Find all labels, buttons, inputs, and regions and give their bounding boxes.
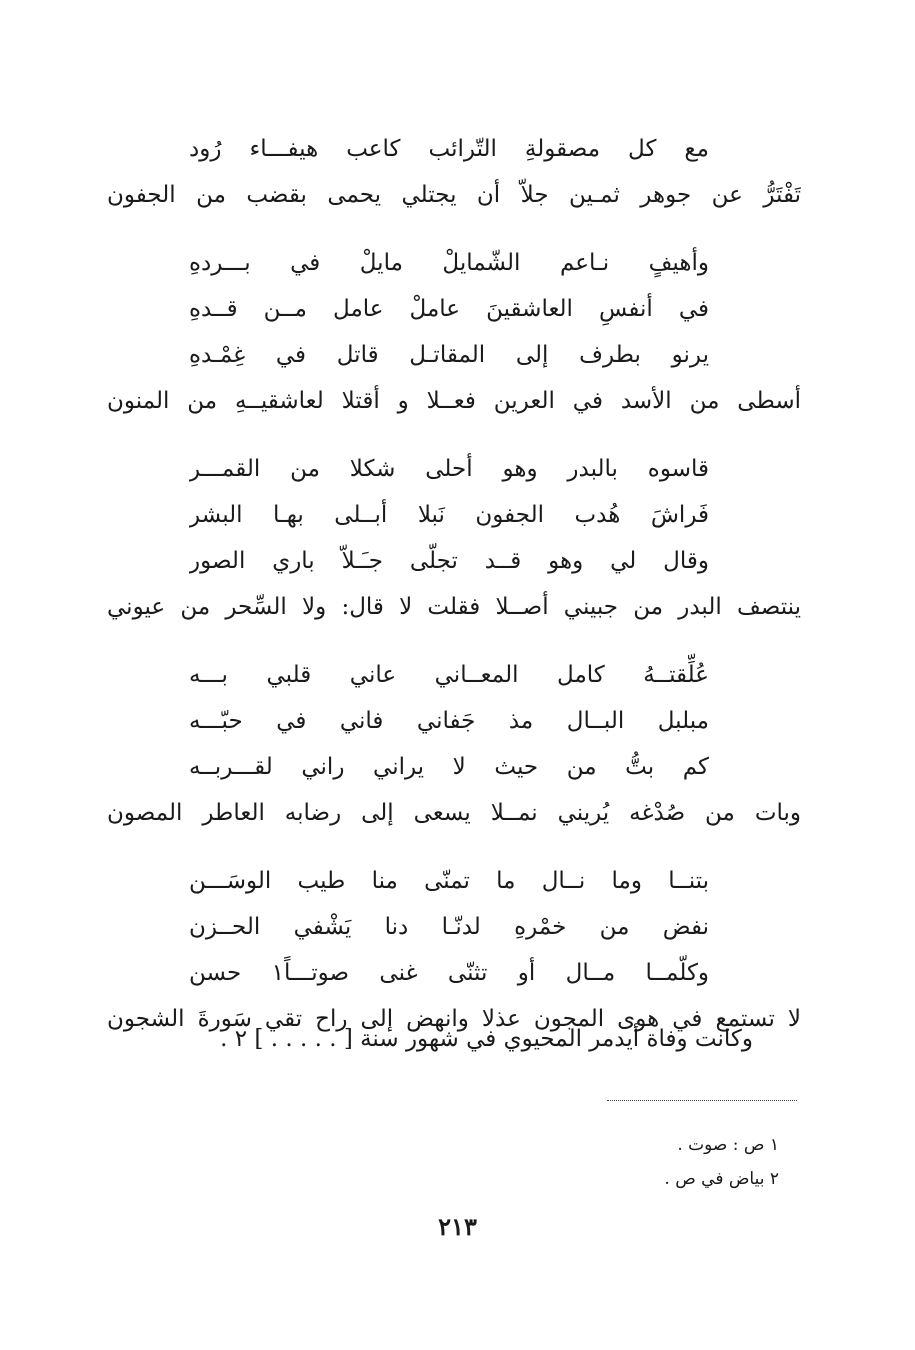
verse-line: قاسوه بالبدر وهو أحلى شكلا من القمـــر — [189, 456, 709, 482]
verse-line: عُلِّقتــهُ كامل المعــاني عاني قلبي بـــه — [189, 662, 709, 688]
closing-sentence: وكانت وفاة أيدمر المحيوي في شهور سنة [ . . . . . ] ٢ . — [220, 1026, 753, 1052]
page-number: ٢١٣ — [438, 1212, 477, 1241]
footnotes — [664, 1128, 779, 1196]
verse-line: يرنو بطرف إلى المقاتـل قاتل في غِمْـدهِ — [189, 342, 709, 368]
verse-line: كم بتُّ من حيث لا يراني راني لقـــربــه — [189, 754, 709, 780]
verse-line: بتنــا وما نــال ما تمنّى منا طيب الوسَـــن — [189, 868, 709, 894]
verse-line: وقال لي وهو قــد تجلّى جـَـلاّ باري الصور — [189, 548, 709, 574]
verse-line: مبلبل البــال مذ جَفاني فاني في حبّـــه — [189, 708, 709, 734]
verse-line-refrain: تَفْتَرُّ عن جوهر ثمـين جلاّ أن يجتلي يحمى بقضب من الجفون — [107, 182, 801, 208]
stanza-2 — [107, 240, 801, 424]
stanza-3 — [107, 446, 801, 630]
stanza-1 — [107, 126, 801, 218]
verse-line-refrain: ينتصف البدر من جبيني أصــلا فقلت لا قال: ولا السِّحر من عيوني — [107, 594, 801, 620]
verse-line: وكلّمــا مــال أو تثنّى غنى صوتـــاً١ حسن — [189, 960, 709, 986]
verse-line: مع كل مصقولةِ التّرائب كاعب هيفـــاء رُود — [189, 136, 709, 162]
verse-line: نفض من خمْرهِ لدنّـا دنا يَشْفي الحــزن — [189, 914, 709, 940]
footnote-divider — [607, 1100, 797, 1101]
stanza-5 — [107, 858, 801, 1042]
verse-line-refrain: لا تستمع في هوى المجون عذلا وانهض إلى راح تقي سَورةَ الشجون — [107, 1006, 801, 1032]
verse-line-refrain: وبات من صُدْغه يُريني نمــلا يسعى إلى رضابه العاطر المصون — [107, 800, 801, 826]
verse-line: فَراشَ هُدب الجفون نَبلا أبــلى بهـا البشر — [189, 502, 709, 528]
verse-line: وأهيفٍ نـاعم الشّمايلْ مايلْ في بـــردهِ — [189, 250, 709, 276]
verse-line: في أنفسِ العاشقينَ عاملْ عامل مــن قــدهِ — [189, 296, 709, 322]
stanza-4 — [107, 652, 801, 836]
footnote-2: ٢ بياض في ص . — [664, 1169, 779, 1189]
poem — [107, 126, 801, 1042]
verse-line-refrain: أسطى من الأسد في العرين فعــلا و أقتلا لعاشقيــهِ من المنون — [107, 388, 801, 414]
footnote-1: ١ ص : صوت . — [677, 1135, 779, 1155]
